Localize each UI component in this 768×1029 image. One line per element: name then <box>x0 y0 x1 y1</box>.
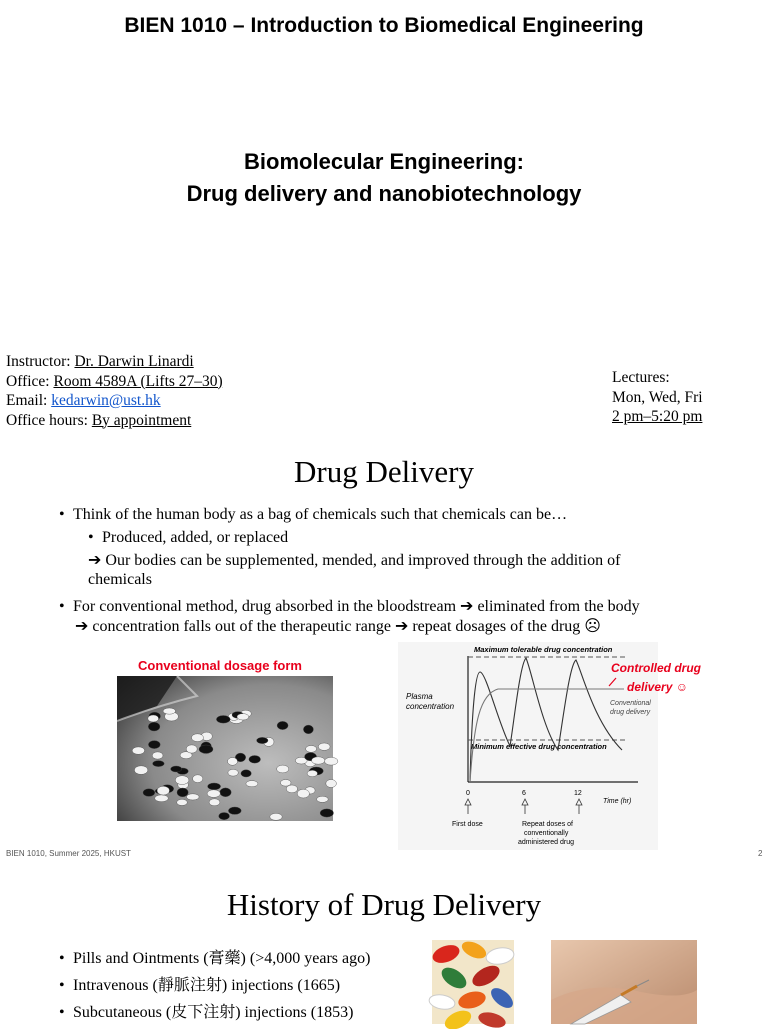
injection-photo <box>551 940 697 1024</box>
hours-label: Office hours: <box>6 411 92 429</box>
tick-6: 6 <box>522 790 526 797</box>
injection-photo-svg <box>551 940 697 1024</box>
drug-delivery-title: Drug Delivery <box>294 454 474 489</box>
sub-bullet-1: • Produced, added, or replaced <box>88 529 289 546</box>
colorful-pills-svg <box>432 940 514 1024</box>
instructor-row <box>6 352 223 372</box>
first-dose-label: First dose <box>452 821 483 828</box>
concentration-graph-svg <box>398 642 701 850</box>
history-item-3-text: Subcutaneous (皮下注射) injections (1853) <box>73 1004 354 1021</box>
instructor-info <box>6 352 223 430</box>
repeat-label-2: conventionally <box>524 830 569 837</box>
sub-bullet-1-text: Produced, added, or replaced <box>102 529 289 546</box>
lecture-title-line1: Biomolecular Engineering: <box>244 149 524 174</box>
email-label: Email: <box>6 392 52 409</box>
y-label-2: concentration <box>406 702 455 711</box>
pills-photo-svg <box>117 676 333 821</box>
lectures-info <box>612 368 703 427</box>
bullet-2: • For conventional method, drug absorbed in the bloodstream ➔ eliminated from the body <box>59 598 640 615</box>
lectures-time <box>612 407 703 427</box>
hours-value: By appointment <box>91 411 192 429</box>
bullet-2-cont: ➔ concentration falls out of the therapeutic range ➔ repeat dosages of the drug ☹ <box>75 618 601 635</box>
conventional-caption: Conventional dosage form <box>138 658 302 673</box>
instructor-label: Instructor: <box>6 353 75 370</box>
footer-page-number: 2 <box>758 849 763 858</box>
history-title: History of Drug Delivery <box>226 887 542 922</box>
footer-left: BIEN 1010, Summer 2025, HKUST <box>6 849 131 858</box>
max-label: Maximum tolerable drug concentration <box>474 645 613 654</box>
arrow-line-1-b: chemicals <box>88 571 152 588</box>
controlled-label-1: Controlled drug <box>611 661 701 675</box>
course-title: BIEN 1010 – Introduction to Biomedical Engineering <box>124 14 644 37</box>
time-label: Time (hr) <box>603 798 632 805</box>
bullet-2-line1: For conventional method, drug absorbed in the bloodstream ➔ eliminated from the body <box>73 598 640 615</box>
instructor-name: Dr. Darwin Linardi <box>74 353 194 370</box>
office-value: Room 4589A (Lifts 27–30) <box>53 372 223 390</box>
min-label: Minimum effective drug concentration <box>471 742 607 751</box>
conv-label-1: Conventional <box>610 700 651 707</box>
bullet-1-text: Think of the human body as a bag of chemicals such that chemicals can be… <box>73 506 568 523</box>
bullet-1: • Think of the human body as a bag of chemicals such that chemicals can be… <box>59 506 568 523</box>
lecture-title <box>0 146 768 210</box>
lecture-title-line2: Drug delivery and nanobiotechnology <box>186 181 582 206</box>
concentration-graph <box>398 642 701 850</box>
controlled-label-2: delivery ☺ <box>627 680 688 694</box>
colorful-pills-photo <box>432 940 514 1024</box>
history-item-3: • Subcutaneous (皮下注射) injections (1853) <box>59 1004 354 1021</box>
repeat-label-1: Repeat doses of <box>522 821 573 828</box>
conv-label-2: drug delivery <box>610 709 651 716</box>
history-item-2-text: Intravenous (靜脈注射) injections (1665) <box>73 977 341 994</box>
arrow-line-1 <box>88 551 620 589</box>
office-label: Office: <box>6 372 54 390</box>
lectures-time-text: 2 pm–5:20 pm <box>612 408 703 425</box>
lectures-label: Lectures: <box>612 369 670 386</box>
arrow-line-1-a: ➔ Our bodies can be supplemented, mended, and improved through the addition of <box>88 552 621 569</box>
tick-12: 12 <box>574 790 582 797</box>
email-link[interactable]: kedarwin@ust.hk <box>51 392 161 409</box>
tick-0: 0 <box>466 790 470 797</box>
lectures-days: Mon, Wed, Fri <box>612 388 703 406</box>
hours-row <box>6 411 223 431</box>
email-row <box>6 391 223 411</box>
office-row <box>6 372 223 392</box>
history-item-2: • Intravenous (靜脈注射) injections (1665) <box>59 977 341 994</box>
pills-photo <box>117 676 333 821</box>
repeat-label-3: administered drug <box>518 839 575 846</box>
history-item-1: • Pills and Ointments (膏藥) (>4,000 years ago) <box>59 950 371 967</box>
y-label-1: Plasma <box>406 692 433 701</box>
history-item-1-text: Pills and Ointments (膏藥) (>4,000 years ago) <box>73 950 371 967</box>
